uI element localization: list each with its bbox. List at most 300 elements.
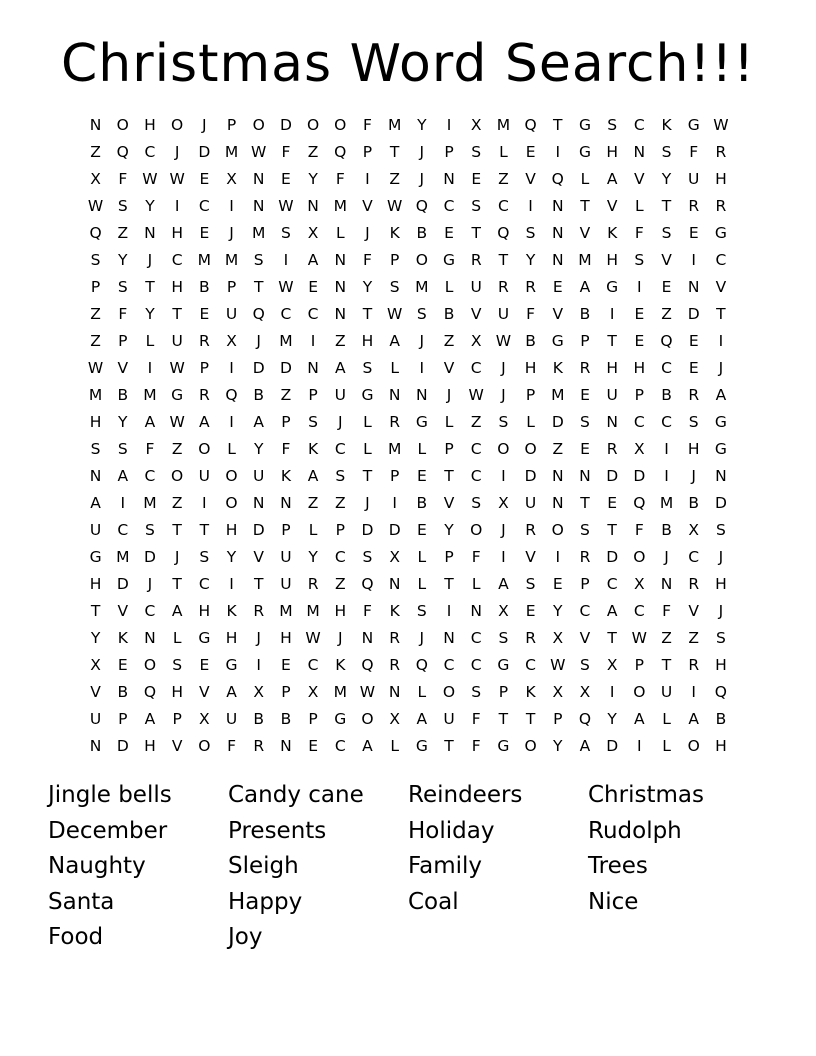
grid-cell: A	[171, 602, 183, 620]
grid-cell: D	[144, 548, 156, 566]
grid-cell: K	[117, 629, 128, 647]
grid-cell: I	[229, 575, 234, 593]
grid-cell: N	[89, 467, 102, 485]
grid-cell: B	[688, 494, 700, 512]
grid-cell: L	[335, 224, 345, 242]
grid-cell: M	[88, 386, 103, 404]
grid-cell: D	[388, 521, 401, 539]
grid-cell: V	[443, 494, 455, 512]
grid-cell: A	[90, 494, 101, 512]
grid-cell: Q	[714, 683, 727, 701]
grid-cell: H	[606, 251, 618, 269]
grid-cell: D	[279, 359, 292, 377]
grid-cell: A	[253, 413, 265, 431]
grid-cell: J	[256, 332, 261, 350]
grid-cell: A	[199, 413, 210, 431]
grid-cell: R	[715, 197, 727, 215]
grid-cell: P	[226, 116, 237, 134]
grid-cell: C	[334, 440, 346, 458]
grid-cell: Z	[334, 494, 346, 512]
grid-cell: W	[87, 359, 104, 377]
grid-cell: J	[501, 521, 506, 539]
grid-cell: T	[444, 575, 454, 593]
grid-cell: N	[715, 467, 727, 485]
grid-cell: M	[333, 683, 347, 701]
grid-cell: G	[443, 251, 456, 269]
grid-cell: N	[144, 629, 156, 647]
grid-cell: L	[526, 413, 535, 431]
grid-cell: X	[552, 629, 564, 647]
grid-cell: D	[252, 359, 265, 377]
grid-cell: O	[470, 521, 483, 539]
grid-cell: R	[307, 575, 319, 593]
grid-cell: J	[691, 467, 696, 485]
grid-cell: I	[718, 332, 724, 350]
grid-cell: A	[334, 359, 346, 377]
grid-cell: T	[172, 575, 182, 593]
grid-cell: V	[579, 224, 591, 242]
grid-cell: X	[90, 170, 101, 188]
grid-cell: E	[688, 224, 699, 242]
grid-cell: G	[714, 413, 727, 431]
grid-cell: W	[468, 386, 484, 404]
grid-cell: P	[308, 386, 318, 404]
grid-cell: B	[199, 278, 210, 296]
grid-cell: C	[334, 548, 346, 566]
grid-cell: P	[362, 143, 373, 161]
grid-cell: R	[198, 332, 210, 350]
grid-cell: G	[606, 278, 619, 296]
grid-cell: G	[415, 413, 428, 431]
grid-cell: K	[226, 602, 237, 620]
grid-cell: T	[607, 332, 617, 350]
grid-cell: T	[362, 305, 373, 323]
grid-cell: M	[224, 251, 239, 269]
grid-cell: D	[116, 575, 129, 593]
grid-cell: Z	[688, 629, 700, 647]
grid-cell: P	[389, 467, 400, 485]
grid-cell: J	[147, 575, 153, 593]
grid-cell: X	[226, 170, 237, 188]
word-list-item: Trees	[588, 853, 648, 879]
grid-cell: N	[551, 197, 564, 215]
word-list-item: Food	[48, 924, 104, 950]
grid-cell: I	[609, 305, 615, 323]
grid-cell: U	[253, 467, 265, 485]
grid-cell: Y	[118, 251, 128, 269]
grid-cell: K	[552, 359, 563, 377]
grid-cell: Y	[607, 710, 617, 728]
grid-cell: T	[661, 656, 672, 674]
grid-cell: I	[147, 359, 153, 377]
grid-cell: M	[143, 386, 157, 404]
grid-cell: Y	[417, 116, 427, 134]
grid-cell: E	[308, 278, 318, 296]
grid-cell: M	[116, 548, 130, 566]
grid-cell: O	[524, 737, 537, 755]
grid-cell: J	[419, 629, 425, 647]
grid-cell: O	[252, 116, 265, 134]
word-list-item: Sleigh	[228, 853, 299, 879]
grid-cell: M	[279, 332, 293, 350]
grid-cell: E	[199, 224, 210, 242]
grid-cell: S	[145, 521, 155, 539]
grid-cell: Z	[443, 332, 455, 350]
grid-cell: S	[661, 224, 672, 242]
grid-cell: T	[145, 278, 155, 296]
grid-cell: G	[171, 386, 184, 404]
grid-cell: L	[417, 548, 427, 566]
grid-cell: O	[225, 467, 238, 485]
grid-cell: Z	[307, 143, 319, 161]
grid-cell: N	[660, 575, 673, 593]
grid-cell: F	[118, 170, 128, 188]
grid-cell: X	[389, 710, 400, 728]
grid-cell: O	[116, 116, 129, 134]
grid-cell: Y	[253, 440, 264, 458]
grid-cell: G	[687, 116, 700, 134]
grid-cell: I	[664, 440, 669, 458]
grid-cell: H	[89, 413, 102, 431]
grid-cell: E	[308, 737, 318, 755]
grid-cell: F	[363, 251, 372, 269]
grid-cell: A	[307, 251, 319, 269]
grid-cell: J	[664, 548, 669, 566]
grid-cell: G	[578, 116, 591, 134]
grid-cell: R	[525, 278, 536, 296]
grid-cell: T	[362, 467, 373, 485]
grid-cell: G	[225, 656, 238, 674]
grid-cell: O	[198, 440, 211, 458]
grid-cell: U	[660, 683, 673, 701]
grid-cell: R	[688, 656, 700, 674]
grid-cell: A	[579, 737, 591, 755]
grid-cell: X	[90, 656, 101, 674]
grid-cell: J	[174, 548, 180, 566]
grid-cell: H	[144, 116, 156, 134]
grid-cell: Q	[143, 683, 157, 701]
word-list-item: Coal	[408, 888, 459, 915]
grid-cell: G	[578, 143, 591, 161]
grid-cell: N	[334, 278, 347, 296]
grid-cell: I	[501, 467, 506, 485]
grid-cell: L	[471, 575, 481, 593]
grid-cell: K	[389, 224, 400, 242]
grid-cell: P	[634, 656, 645, 674]
grid-cell: S	[498, 413, 509, 431]
grid-cell: E	[471, 170, 482, 188]
grid-cell: L	[417, 575, 427, 593]
grid-cell: H	[715, 170, 727, 188]
grid-cell: H	[280, 629, 292, 647]
grid-cell: B	[117, 386, 129, 404]
grid-cell: U	[198, 467, 211, 485]
grid-cell: C	[470, 656, 482, 674]
grid-cell: Y	[145, 197, 155, 215]
grid-cell: S	[688, 413, 699, 431]
grid-cell: W	[713, 116, 729, 134]
grid-cell: I	[256, 656, 261, 674]
grid-cell: J	[202, 116, 207, 134]
grid-cell: G	[415, 737, 428, 755]
grid-cell: S	[471, 683, 482, 701]
grid-cell: D	[687, 305, 700, 323]
grid-cell: P	[281, 521, 291, 539]
grid-cell: J	[337, 629, 343, 647]
grid-cell: S	[416, 305, 427, 323]
grid-cell: F	[471, 710, 481, 728]
grid-cell: Q	[252, 305, 265, 323]
grid-cell: S	[525, 224, 536, 242]
word-list-item: Presents	[228, 817, 327, 844]
word-list-item: Naughty	[48, 853, 146, 879]
grid-cell: T	[580, 197, 590, 215]
grid-cell: D	[633, 467, 646, 485]
grid-cell: P	[226, 278, 237, 296]
grid-cell: Z	[171, 440, 183, 458]
grid-cell: A	[688, 710, 700, 728]
grid-cell: C	[144, 467, 156, 485]
grid-cell: E	[580, 386, 590, 404]
grid-cell: I	[691, 683, 696, 701]
grid-cell: W	[305, 629, 321, 647]
grid-cell: A	[416, 710, 428, 728]
grid-cell: J	[365, 224, 370, 242]
grid-cell: S	[280, 224, 291, 242]
grid-cell: X	[226, 332, 237, 350]
grid-cell: L	[390, 359, 399, 377]
grid-cell: S	[172, 656, 183, 674]
grid-cell: C	[633, 116, 645, 134]
grid-cell: O	[171, 467, 184, 485]
grid-cell: S	[525, 575, 536, 593]
grid-cell: V	[606, 197, 618, 215]
grid-cell: C	[198, 575, 210, 593]
grid-cell: V	[253, 548, 265, 566]
grid-cell: Z	[552, 440, 564, 458]
grid-cell: W	[386, 305, 403, 323]
grid-cell: T	[253, 278, 264, 296]
grid-cell: L	[499, 143, 508, 161]
grid-cell: A	[362, 737, 373, 755]
word-list-item: Rudolph	[588, 817, 682, 844]
grid-cell: K	[525, 683, 536, 701]
grid-cell: K	[607, 224, 618, 242]
grid-cell: W	[169, 413, 185, 431]
grid-cell: J	[419, 170, 425, 188]
grid-cell: T	[580, 494, 590, 512]
grid-cell: S	[335, 467, 346, 485]
grid-cell: R	[688, 197, 700, 215]
grid-cell: J	[501, 359, 506, 377]
grid-cell: P	[389, 251, 400, 269]
grid-cell: L	[580, 170, 590, 188]
grid-cell: P	[444, 548, 454, 566]
grid-cell: S	[199, 548, 210, 566]
grid-cell: V	[470, 305, 482, 323]
grid-cell: R	[198, 386, 210, 404]
grid-cell: I	[501, 548, 506, 566]
grid-cell: P	[118, 710, 128, 728]
grid-cell: H	[606, 359, 618, 377]
grid-cell: U	[225, 710, 238, 728]
word-list-item: December	[48, 817, 168, 844]
word-list-item: Jingle bells	[48, 782, 172, 808]
grid-cell: N	[144, 224, 156, 242]
grid-cell: V	[525, 170, 536, 188]
grid-cell: M	[387, 116, 402, 134]
grid-cell: P	[281, 683, 291, 701]
grid-cell: P	[281, 413, 291, 431]
grid-cell: E	[416, 467, 427, 485]
grid-cell: N	[579, 467, 591, 485]
grid-cell: R	[389, 629, 401, 647]
grid-cell: K	[280, 467, 291, 485]
grid-cell: E	[444, 224, 454, 242]
grid-cell: U	[89, 521, 102, 539]
grid-cell: E	[199, 170, 210, 188]
letter-grid	[82, 112, 736, 760]
grid-cell: E	[281, 170, 291, 188]
grid-cell: I	[609, 683, 615, 701]
grid-cell: Q	[361, 656, 374, 674]
grid-cell: F	[662, 602, 671, 620]
grid-cell: D	[198, 143, 211, 161]
grid-cell: G	[497, 656, 510, 674]
grid-cell: I	[120, 494, 126, 512]
grid-cell: G	[89, 548, 102, 566]
grid-cell: J	[365, 494, 370, 512]
grid-cell: Q	[415, 197, 428, 215]
grid-cell: X	[579, 683, 591, 701]
grid-cell: I	[202, 494, 207, 512]
grid-cell: F	[145, 440, 155, 458]
grid-cell: F	[335, 170, 345, 188]
grid-cell: N	[252, 197, 265, 215]
grid-cell: G	[198, 629, 211, 647]
grid-cell: J	[718, 602, 724, 620]
grid-cell: I	[229, 197, 234, 215]
grid-cell: S	[471, 197, 482, 215]
grid-cell: P	[335, 521, 345, 539]
grid-cell: C	[117, 521, 129, 539]
grid-cell: O	[334, 116, 347, 134]
grid-cell: Q	[497, 224, 510, 242]
grid-cell: O	[143, 656, 157, 674]
grid-cell: M	[659, 494, 674, 512]
grid-cell: U	[280, 548, 292, 566]
grid-cell: Y	[661, 170, 672, 188]
grid-cell: P	[525, 386, 536, 404]
grid-cell: A	[144, 710, 156, 728]
grid-cell: I	[283, 251, 289, 269]
grid-cell: F	[634, 224, 644, 242]
grid-cell: C	[661, 359, 672, 377]
grid-cell: J	[256, 629, 261, 647]
grid-cell: B	[525, 332, 536, 350]
grid-cell: T	[172, 521, 182, 539]
grid-cell: W	[142, 170, 158, 188]
grid-cell: T	[471, 224, 481, 242]
grid-cell: X	[552, 683, 564, 701]
grid-cell: T	[607, 521, 617, 539]
grid-cell: Y	[553, 737, 563, 755]
grid-cell: P	[172, 710, 182, 728]
grid-cell: H	[144, 737, 156, 755]
grid-cell: W	[169, 359, 185, 377]
grid-cell: D	[606, 737, 619, 755]
grid-cell: I	[555, 143, 561, 161]
grid-cell: N	[361, 629, 374, 647]
grid-cell: P	[199, 359, 210, 377]
grid-cell: X	[470, 116, 482, 134]
grid-cell: H	[171, 278, 183, 296]
grid-cell: P	[444, 440, 454, 458]
grid-cell: A	[606, 170, 618, 188]
grid-cell: T	[498, 251, 509, 269]
grid-cell: V	[525, 548, 536, 566]
grid-cell: P	[308, 710, 318, 728]
grid-cell: M	[415, 278, 429, 296]
page-title: Christmas Word Search!!!	[60, 34, 756, 94]
grid-cell: W	[631, 629, 647, 647]
grid-cell: P	[580, 332, 590, 350]
grid-cell: D	[524, 467, 537, 485]
grid-cell: W	[251, 143, 267, 161]
grid-cell: W	[87, 197, 104, 215]
grid-cell: W	[386, 197, 403, 215]
grid-cell: I	[664, 467, 669, 485]
grid-cell: I	[310, 332, 316, 350]
grid-cell: B	[443, 305, 455, 323]
grid-cell: Y	[118, 413, 128, 431]
grid-cell: S	[661, 143, 672, 161]
grid-cell: I	[229, 413, 234, 431]
grid-cell: N	[470, 602, 483, 620]
grid-cell: V	[362, 197, 373, 215]
grid-cell: X	[634, 440, 645, 458]
grid-cell: C	[633, 413, 645, 431]
grid-cell: I	[691, 251, 696, 269]
grid-cell: M	[387, 440, 402, 458]
grid-cell: I	[174, 197, 180, 215]
grid-cell: U	[470, 278, 482, 296]
grid-cell: D	[606, 548, 619, 566]
grid-cell: D	[606, 467, 619, 485]
grid-cell: B	[579, 305, 591, 323]
grid-cell: B	[416, 224, 428, 242]
grid-cell: L	[662, 737, 671, 755]
grid-cell: M	[224, 143, 239, 161]
grid-cell: O	[415, 251, 428, 269]
grid-cell: P	[498, 683, 509, 701]
grid-cell: T	[525, 710, 536, 728]
grid-cell: N	[551, 224, 564, 242]
grid-cell: T	[172, 305, 182, 323]
grid-cell: R	[579, 359, 591, 377]
grid-cell: N	[388, 386, 401, 404]
grid-cell: M	[197, 251, 212, 269]
grid-cell: H	[687, 440, 700, 458]
grid-cell: Y	[362, 278, 373, 296]
grid-cell: O	[497, 440, 510, 458]
grid-cell: M	[306, 602, 320, 620]
grid-cell: K	[308, 440, 319, 458]
grid-cell: Q	[116, 143, 129, 161]
grid-cell: W	[169, 170, 185, 188]
grid-cell: X	[688, 521, 700, 539]
grid-cell: N	[307, 197, 319, 215]
